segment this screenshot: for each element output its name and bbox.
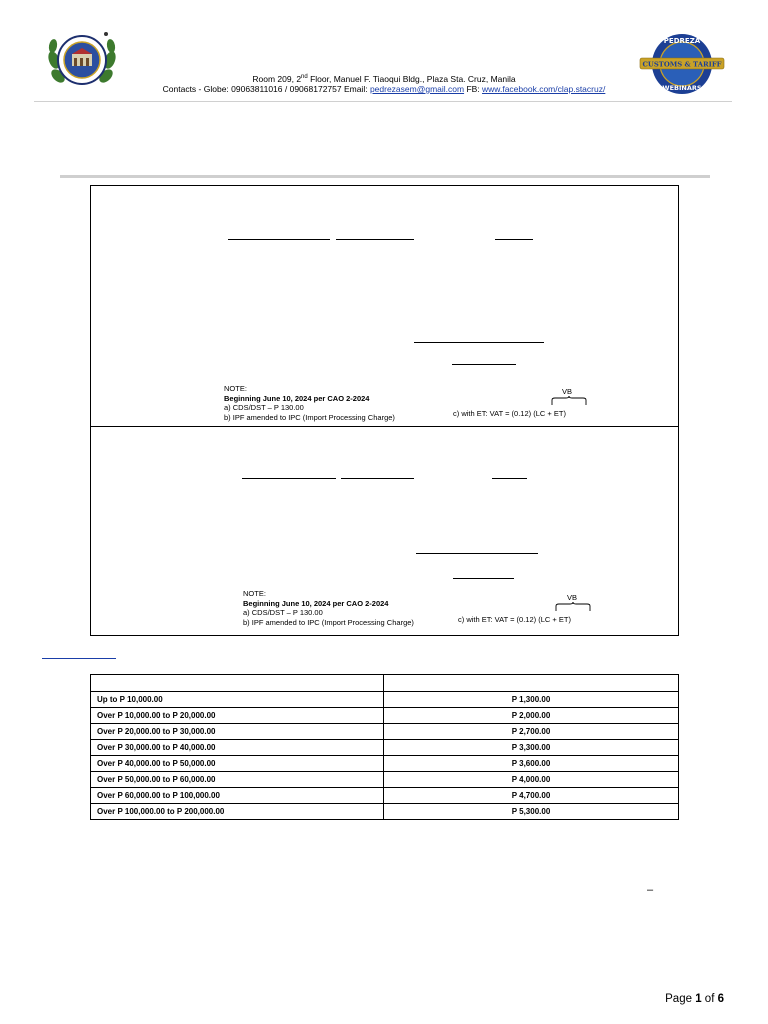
note-item-b: b) IPF amended to IPC (Import Processing Charge): [224, 412, 395, 422]
table-cell-amount: P 5,300.00: [384, 804, 679, 820]
blank-line: [414, 342, 544, 343]
blank-line: [492, 478, 527, 479]
table-cell-range: Over P 50,000.00 to P 60,000.00: [91, 772, 384, 788]
table-cell-range: Over P 30,000.00 to P 40,000.00: [91, 740, 384, 756]
blank-line: [242, 478, 336, 479]
current-page: 1: [695, 993, 702, 1005]
box2-vat-formula: c) with ET: VAT = (0.12) (LC + ET): [458, 615, 571, 624]
table-row: [91, 708, 679, 724]
table-row: [91, 804, 679, 820]
box1-vb-label: VB: [562, 387, 573, 396]
blank-line: [336, 239, 414, 240]
total-pages: 6: [717, 993, 724, 1005]
page-word: Page: [665, 993, 696, 1005]
fb-label: FB:: [464, 84, 483, 94]
logo-top-text: PEDREZA: [663, 37, 701, 45]
note-item-a: a) CDS/DST – P 130.00: [224, 403, 304, 412]
table-header-cell: [91, 675, 384, 692]
note-heading: Beginning June 10, 2024 per CAO 2-2024: [243, 598, 389, 608]
dash-mark: –: [647, 884, 654, 896]
header-contacts: [0, 83, 768, 95]
note-item-a: a) CDS/DST – P 130.00: [243, 608, 323, 617]
contacts-label: Contacts - Globe: 09063811016 / 09068172757 Email:: [162, 84, 370, 94]
table-row: [91, 740, 679, 756]
table-cell-range: Over P 10,000.00 to P 20,000.00: [91, 708, 384, 724]
page-number: [665, 993, 724, 1005]
box1-vat-formula: c) with ET: VAT = (0.12) (LC + ET): [453, 409, 566, 418]
email-link[interactable]: pedrezasem@gmail.com: [369, 84, 465, 94]
table-header-cell: [384, 675, 679, 692]
note-item-b: b) IPF amended to IPC (Import Processing Charge): [243, 617, 414, 627]
table-row: [91, 788, 679, 804]
section-divider: [60, 175, 710, 178]
blank-line: [495, 239, 533, 240]
table-row: [91, 772, 679, 788]
link-underline[interactable]: [42, 658, 116, 659]
blank-line: [228, 239, 330, 240]
address-superscript: nd: [301, 74, 308, 80]
table-cell-amount: P 2,700.00: [384, 724, 679, 740]
box1-note: [224, 384, 395, 422]
fee-table: [90, 674, 679, 820]
table-cell-amount: P 4,000.00: [384, 772, 679, 788]
blank-line: [341, 478, 414, 479]
note-heading: Beginning June 10, 2024 per CAO 2-2024: [224, 393, 370, 403]
note-title: NOTE:: [243, 589, 266, 598]
header-divider: [34, 101, 732, 102]
box2-brace: [555, 602, 591, 612]
table-cell-range: Over P 100,000.00 to P 200,000.00: [91, 804, 384, 820]
table-row: [91, 724, 679, 740]
table-row: [91, 692, 679, 708]
blank-line: [416, 553, 538, 554]
box2-vb-label: VB: [567, 593, 578, 602]
table-cell-amount: P 3,300.00: [384, 740, 679, 756]
table-row: [91, 756, 679, 772]
box1-brace: [551, 396, 587, 406]
logo-ribbon-text: CUSTOMS & TARIFF: [642, 60, 722, 69]
facebook-link[interactable]: www.facebook.com/clap.stacruz/: [482, 84, 606, 94]
of-word: of: [701, 993, 718, 1005]
table-cell-amount: P 1,300.00: [384, 692, 679, 708]
table-header-row: [91, 675, 679, 692]
blank-line: [452, 364, 516, 365]
logo-bottom-text: WEBINARS: [662, 84, 702, 92]
table-cell-amount: P 4,700.00: [384, 788, 679, 804]
table-cell-range: Up to P 10,000.00: [91, 692, 384, 708]
table-cell-amount: P 2,000.00: [384, 708, 679, 724]
table-cell-range: Over P 20,000.00 to P 30,000.00: [91, 724, 384, 740]
table-cell-range: Over P 60,000.00 to P 100,000.00: [91, 788, 384, 804]
address-text-rest: Floor, Manuel F. Tiaoqui Bldg., Plaza Sta. Cruz, Manila: [307, 73, 516, 84]
blank-line: [453, 578, 514, 579]
address-text: Room 209, 2: [252, 73, 302, 84]
table-cell-amount: P 3,600.00: [384, 756, 679, 772]
table-cell-range: Over P 40,000.00 to P 50,000.00: [91, 756, 384, 772]
note-title: NOTE:: [224, 384, 247, 393]
box2-note: [243, 589, 414, 627]
